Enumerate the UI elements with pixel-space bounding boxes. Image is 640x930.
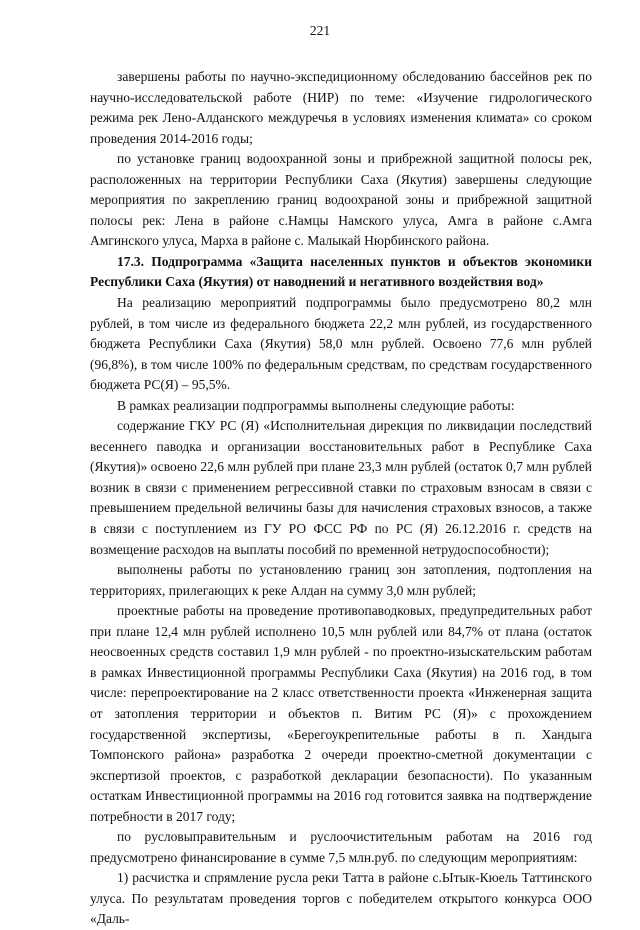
- paragraph-research-works: завершены работы по научно-экспедиционному обследованию бассейнов рек по научно-исследовательской работе (НИР) по теме: «Изучение гидрологического режима рек Лено-Алданского междуречья в условиях изменения климата» со сроком проведения 2014-2016 годы;: [90, 69, 592, 146]
- paragraph-works-intro: В рамках реализации подпрограммы выполнены следующие работы:: [117, 397, 515, 413]
- paragraph-design-works: проектные работы на проведение противопаводковых, предупредительных работ при плане 12,4 млн рублей исполнено 10,5 млн рублей или 84,7% от плана (остаток неосвоенных средств составил 1,9 млн рублей - по проектно-изыскательским работам в рамках Инвестиционной программы Республики Саха (Якутия) на 2016 год, в том числе: перепроектирование на 2 класс ответственности проекта «Инженерная защита от затопления территории и объектов п. Витим РС (Я)» с прохождением государственной экспертизы, «Берегоукрепительные работы в п. Хандыга Томпонского района» разработка 2 очереди проектно-сметной документации с экспертизой проектов, с разработкой декларации безопасности). По указанным остаткам Инвестиционной программы на 2016 год готовится заявка на подтверждение потребности в 2017 году;: [90, 603, 592, 824]
- paragraph-tatta-river-clearing: 1) расчистка и спрямление русла реки Татта в районе с.Ытык-Кюель Таттинского улуса. По результатам проведения торгов с победителем открытого конкурса ООО «Даль-: [90, 870, 592, 927]
- page-body: [90, 67, 592, 930]
- paragraph-flood-zone-boundaries: выполнены работы по установлению границ зон затопления, подтопления на территориях, прилегающих к реке Алдан на сумму 3,0 млн рублей;: [90, 562, 592, 598]
- paragraph-funding-summary: На реализацию мероприятий подпрограммы было предусмотрено 80,2 млн рублей, в том числе из федерального бюджета 22,2 млн рублей, из государственного бюджета Республики Саха (Якутия) 58,0 млн рублей. Освоено 77,6 млн рублей (96,8%), в том числе 100% по федеральным средствам, по средствам государственного бюджета РС(Я) – 95,5%.: [90, 295, 592, 393]
- section-heading-17-3: 17.3. Подпрограмма «Защита населенных пунктов и объектов экономики Республики Саха (Якутия) от наводнений и негативного воздействия вод»: [90, 253, 592, 290]
- paragraph-channel-works: по русловыправительным и руслоочистительным работам на 2016 год предусмотрено финансирование в сумме 7,5 млн.руб. по следующим мероприятиям:: [90, 829, 592, 865]
- page-number: 221: [309, 23, 331, 38]
- paragraph-directorate-maintenance: содержание ГКУ РС (Я) «Исполнительная дирекция по ликвидации последствий весеннего паводка и организации восстановительных работ в Республике Саха (Якутия)» освоено 22,6 млн рублей при плане 23,3 млн рублей (остаток 0,7 млн рублей возник в связи с применением регрессивной ставки по страховым взносам в связи с превышением предельной величины базы для начисления страховых взносов, а также в связи с поступлением из ГУ РО ФСС РФ по РС (Я) 26.12.2016 г. средств на возмещение расходов на выплаты пособий по временной нетрудоспособности);: [90, 418, 592, 557]
- paragraph-water-protection-zones: по установке границ водоохранной зоны и прибрежной защитной полосы рек, расположенных на территории Республики Саха (Якутия) завершены следующие мероприятия по закреплению границ водоохраной зоны и прибрежной защитной полосы рек: Лена в районе с.Намцы Намского улуса, Амга в районе с.Амга Амгинского улуса, Марха в районе с. Малыкай Нюрбинского района.: [90, 151, 592, 249]
